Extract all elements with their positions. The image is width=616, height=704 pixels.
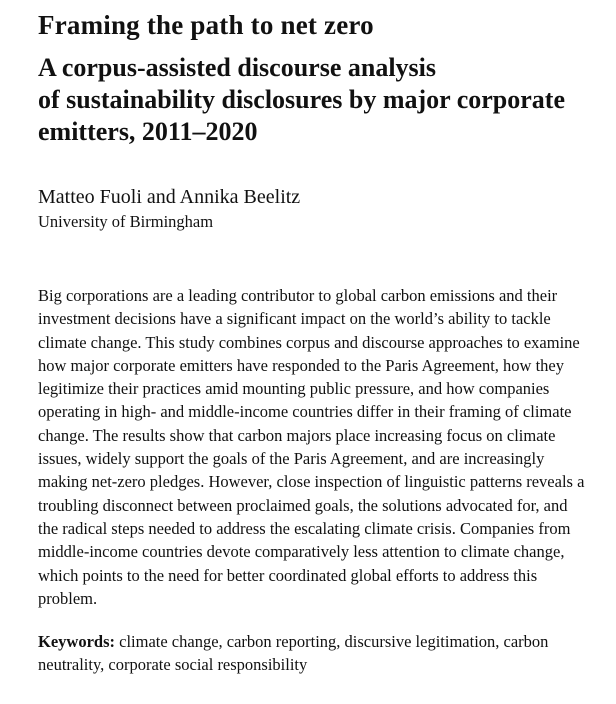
article-subtitle: A corpus-assisted discourse analysis of sustainability disclosures by major corporate emitters, 2011–2020 bbox=[38, 53, 565, 146]
keywords-label: Keywords: bbox=[38, 632, 115, 652]
keywords-list: climate change, carbon reporting, discursive legitimation, carbon neutrality, corporate social responsibility bbox=[38, 632, 549, 675]
article-title: Framing the path to net zero bbox=[38, 10, 374, 40]
authors: Matteo Fuoli and Annika Beelitz bbox=[38, 186, 301, 208]
article-front-page bbox=[38, 8, 598, 677]
keywords bbox=[38, 630, 586, 677]
abstract: Big corporations are a leading contributor to global carbon emissions and their investment decisions have a significant impact on the world’s ability to tackle climate change. This study combines corpus and discourse approaches to examine how major corporate emitters have responded to the Paris Agreement, how they legitimize their practices amid mounting public pressure, and how companies operating in high- and middle-income countries differ in their framing of climate change. The results show that carbon majors place increasing focus on climate issues, widely support the goals of the Paris Agreement, and are increasingly making net-zero pledges. However, close inspection of linguistic patterns reveals a troubling disconnect between proclaimed goals, the solutions advocated for, and the radical steps needed to address the escalating climate crisis. Companies from middle-income countries devote comparatively less attention to climate change, which points to the need for better coordinated global efforts to address this problem. bbox=[38, 286, 585, 608]
affiliation: University of Birmingham bbox=[38, 212, 214, 231]
